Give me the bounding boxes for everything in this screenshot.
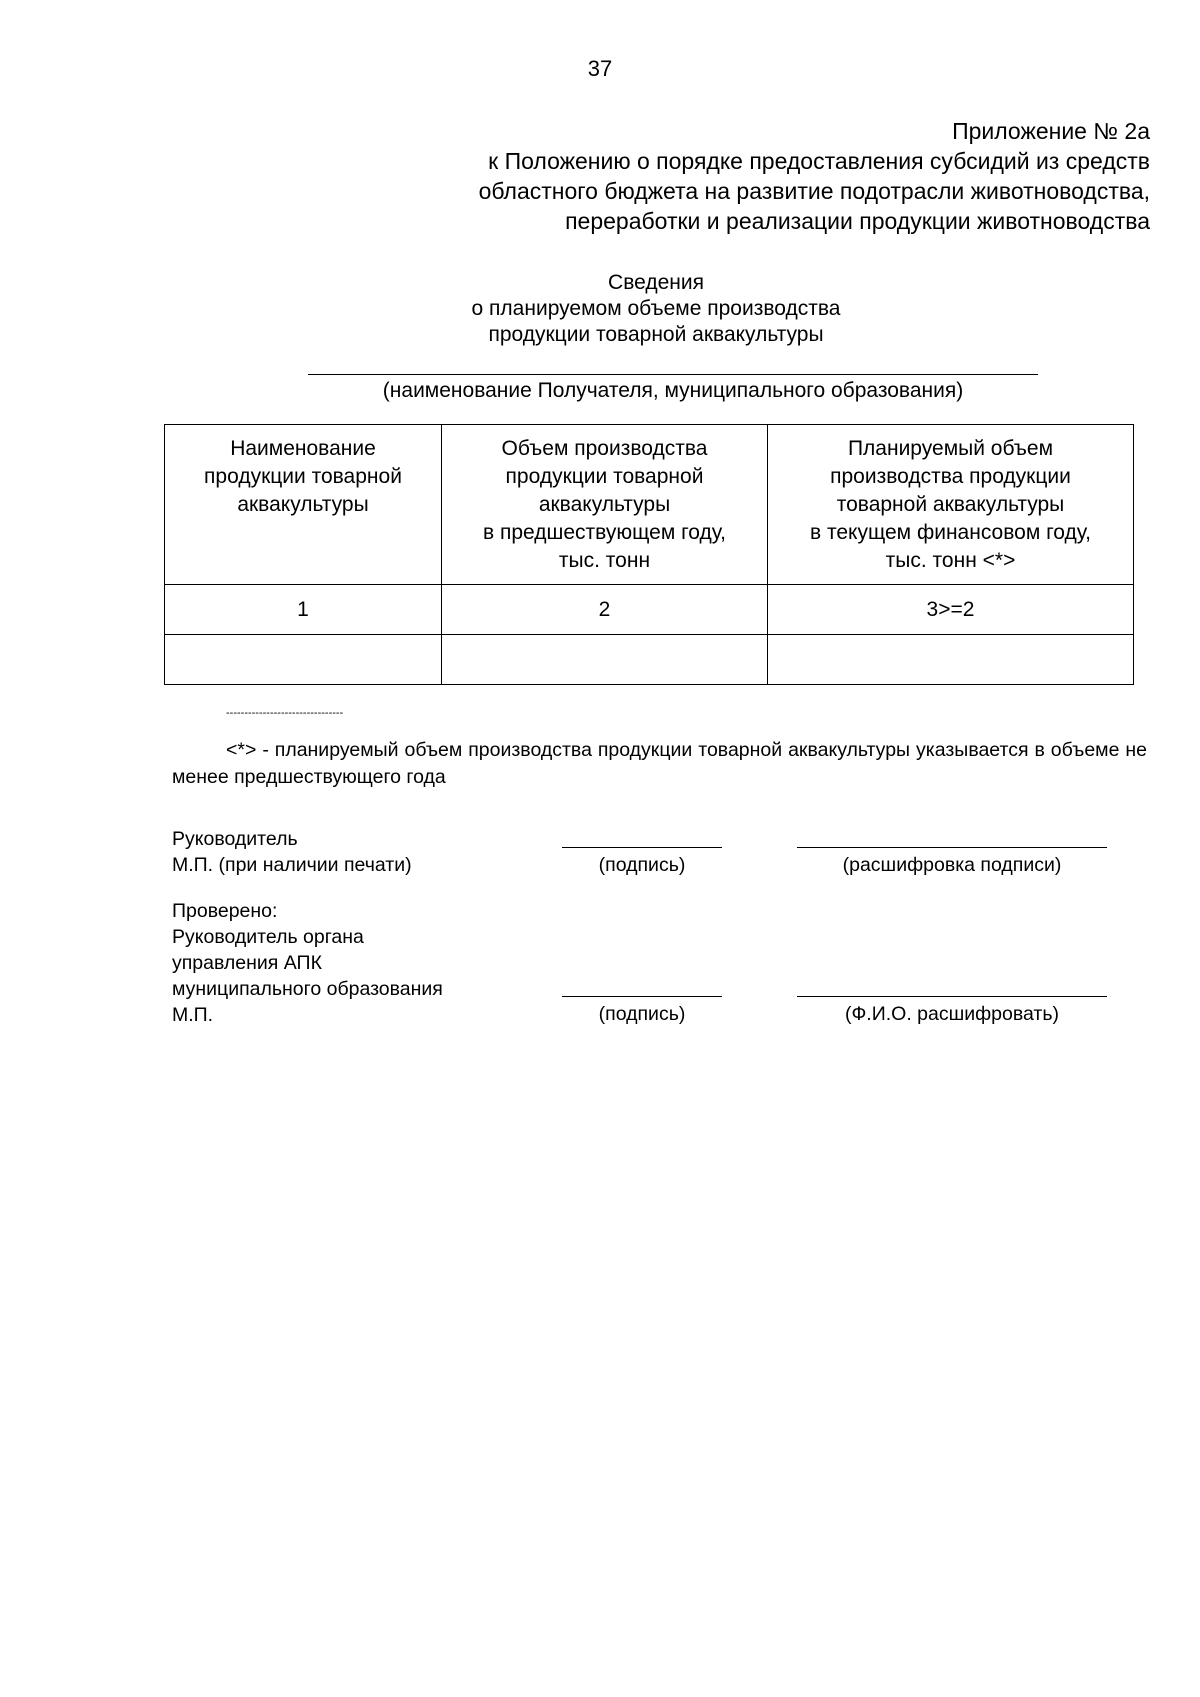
appendix-line-3: переработки и реализации продукции животноводства <box>565 208 1150 234</box>
appendix-line-2: областного бюджета на развитие подотрасли животноводства, <box>478 178 1150 204</box>
table-header-cell <box>165 425 442 585</box>
table-header-row <box>165 425 1134 585</box>
appendix-line-1: к Положению о порядке предоставления субсидий из средств <box>488 148 1150 174</box>
appendix-header <box>250 116 1150 236</box>
document-title <box>0 270 1200 348</box>
footnote-separator: -------------------------------- <box>226 707 344 719</box>
header-planned-volume: Планируемый объем производства продукции товарной аквакультуры в текущем финансовом году, тыс. тонн <*> <box>809 437 1092 572</box>
signature-decode-line <box>797 996 1107 997</box>
header-product-name: Наименование продукции товарной аквакультуры <box>204 437 402 516</box>
signature-caption: (подпись) <box>598 854 686 876</box>
title-line-1: Сведения <box>608 271 704 294</box>
signature-decode-caption: (расшифровка подписи) <box>842 854 1062 876</box>
production-table <box>164 424 1134 685</box>
table-cell[interactable] <box>768 635 1134 685</box>
footnote: <*> - планируемый объем производства продукции товарной аквакультуры указывается в объеме не менее предшествующего года <box>172 739 1147 788</box>
recipient-name-line <box>308 374 1038 375</box>
page-number: 37 <box>587 56 613 81</box>
table-header-cell <box>442 425 768 585</box>
column-number: 1 <box>165 585 442 635</box>
signature-line <box>562 996 722 997</box>
title-line-2: о планируемом объеме производства <box>471 297 841 320</box>
table-number-row <box>165 585 1134 635</box>
header-previous-volume: Объем производства продукции товарной аквакультуры в предшествующем году, тыс. тонн <box>483 437 726 572</box>
title-line-3: продукции товарной аквакультуры <box>488 323 824 346</box>
signature-label-verified: Проверено: Руководитель органа управления АПК муниципального образования М.П. <box>172 900 443 1026</box>
signature-decode-line <box>797 847 1107 848</box>
signature-label-head: Руководитель М.П. (при наличии печати) <box>172 828 412 876</box>
signature-caption: (подпись) <box>598 1003 686 1025</box>
column-number: 3>=2 <box>768 585 1134 635</box>
column-number: 2 <box>442 585 768 635</box>
appendix-title: Приложение № 2а <box>952 118 1150 144</box>
table-header-cell <box>768 425 1134 585</box>
table-cell[interactable] <box>442 635 768 685</box>
recipient-caption: (наименование Получателя, муниципального образования) <box>382 379 964 402</box>
signature-line <box>562 847 722 848</box>
table-row <box>165 635 1134 685</box>
fio-decode-caption: (Ф.И.О. расшифровать) <box>844 1003 1060 1025</box>
table-cell[interactable] <box>165 635 442 685</box>
